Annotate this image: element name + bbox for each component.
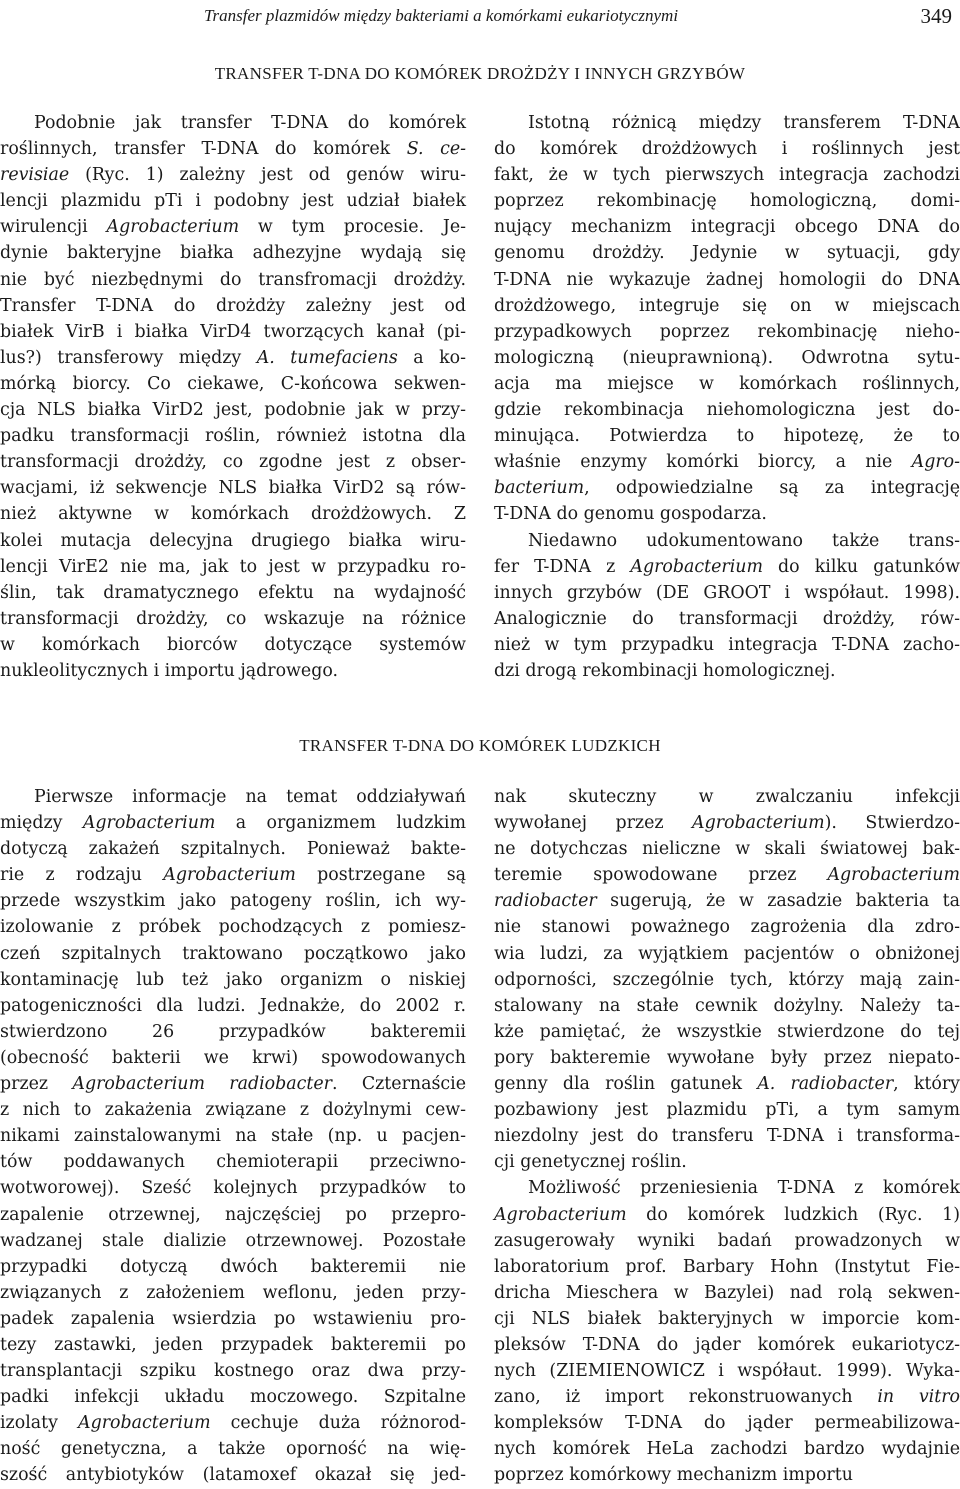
text-line: pozbawiony jest plazmidu pTi, a tym samym	[494, 1100, 960, 1121]
text-line: lencji VirE2 nie ma, jak to jest w przypadku ro-	[0, 556, 466, 577]
text-line: do komórek drożdżowych i roślinnych jest	[494, 139, 960, 160]
page-header	[0, 4, 960, 34]
section-heading-yeast: TRANSFER T-DNA DO KOMÓREK DROŻDŻY I INNYCH GRZYBÓW	[214, 64, 746, 83]
text-line: ślin, tak dramatycznego efektu na wydajność	[0, 582, 466, 603]
text-line: odporności, szczególnie tych, którzy mają zain-	[494, 969, 960, 990]
text-line: Transfer T-DNA do drożdży zależny jest od	[0, 295, 466, 316]
text-line: nie być niezbędnymi do transfromacji drożdży.	[0, 269, 466, 290]
section2-right-column	[494, 784, 960, 1489]
text-line: dynie bakteryjne białka adhezyjne wydają się	[0, 243, 466, 264]
text-line: pleksów T-DNA do jąder komórek eukariotycz-	[494, 1334, 960, 1355]
text-line: T-DNA nie wykazuje żadnej homologii do DNA	[494, 269, 960, 290]
text-line: izolowanie z próbek pochodzących z pomiesz-	[0, 917, 466, 938]
text-line: fakt, że w tych pierwszych integracja zachodzi	[494, 165, 960, 186]
text-line: dotyczą zakażeń szpitalnych. Ponieważ bakte-	[0, 839, 466, 860]
text-line: niezdolny jest do transferu T-DNA i transforma-	[494, 1126, 960, 1147]
text-line: tezy zastawki, jeden przypadek bakteremii po	[0, 1334, 466, 1355]
text-line: lus?) transferowy między A. tumefaciens a ko-	[0, 347, 466, 368]
text-line: Pierwsze informacje na temat oddziaływań	[34, 787, 466, 807]
text-line: bacterium, odpowiedzialne są za integrację	[494, 478, 960, 499]
text-line: revisiae (Ryc. 1) zależny jest od genów wiru-	[0, 165, 466, 186]
text-line: mologiczną (nieuprawnioną). Odwrotna sytu-	[494, 347, 960, 368]
text-line: nujący mechanizm integracji obcego DNA do	[494, 217, 960, 238]
text-line: genomu drożdży. Jedynie w sytuacji, gdy	[494, 243, 960, 264]
text-line: zano, iż import rekonstruowanych in vitro	[494, 1387, 960, 1408]
text-line: białek VirB i białka VirD4 tworzących kanał (pi-	[0, 321, 466, 342]
text-line: nak skuteczny w zwalczaniu infekcji	[494, 787, 960, 807]
text-line: laboratorium prof. Barbary Hohn (Instytut Fie-	[494, 1256, 960, 1277]
text-line: minująca. Potwierdza to hipotezę, że to	[494, 426, 960, 447]
text-line: związanych z założeniem weflonu, jeden przy-	[0, 1282, 466, 1303]
text-line: Agrobacterium do komórek ludzkich (Ryc. 1)	[494, 1204, 960, 1225]
text-line: zasugerowały wyniki badań prowadzonych w	[494, 1230, 960, 1251]
text-line: wia ludzi, za wyjątkiem pacjentów o obniżonej	[494, 943, 960, 964]
text-line: stalowany na stałe cewnik dożylny. Należy ta-	[494, 995, 960, 1016]
text-line: ność genetyczna, a także oporność na wię-	[0, 1439, 466, 1460]
text-line: czeń szpitalnych traktowano początkowo jako	[0, 943, 466, 964]
text-line: transformacji drożdży, co wskazuje na różnice	[0, 608, 466, 629]
page-number: 349	[920, 4, 952, 28]
text-line: Możliwość przeniesienia T-DNA z komórek	[528, 1178, 960, 1199]
text-line: przypadkowych poprzez rekombinację nieho-	[494, 321, 960, 342]
text-line: wotworowej). Sześć kolejnych przypadków to	[0, 1178, 466, 1199]
text-line: Niedawno udokumentowano także trans-	[528, 530, 960, 551]
text-line: rie z rodzaju Agrobacterium postrzegane są	[0, 865, 467, 886]
text-line: padku transformacji roślin, również istotna dla	[0, 426, 466, 447]
text-line: przede wszystkim jako patogeny roślin, ich wy-	[0, 891, 466, 912]
text-line: nież w tym przypadku integracja T-DNA zacho-	[494, 634, 960, 655]
text-line: lencji plazmidu pTi i podobny jest udział białek	[0, 191, 466, 212]
text-line: gdzie rekombinacja niehomologiczna jest do-	[494, 400, 960, 421]
text-line: innych grzybów (DE GROOT i współaut. 1998).	[494, 582, 960, 603]
text-line: dzi drogą rekombinacji homologicznej.	[494, 660, 836, 681]
text-line: kompleksów T-DNA do jąder permeabilizowa-	[494, 1413, 960, 1434]
text-line: między Agrobacterium a organizmem ludzkim	[0, 813, 466, 834]
text-line: poprzez rekombinację homologiczną, domi-	[494, 191, 960, 212]
text-line: tów poddawanych chemioterapii przeciwno-	[0, 1152, 466, 1173]
running-title: Transfer plazmidów między bakteriami a komórkami eukariotycznymi	[204, 6, 679, 25]
text-line: transformacji drożdży, co zgodne jest z obser-	[0, 452, 466, 473]
text-line: właśnie enzymy komórki biorcy, a nie Agro-	[494, 452, 960, 473]
text-line: kontaminację lub też jako organizm o niskiej	[0, 969, 466, 990]
text-line: roślinnych, transfer T-DNA do komórek S. ce-	[0, 139, 466, 160]
text-line: nikami zainstalowanymi na stałe (np. u pacjen-	[0, 1126, 466, 1147]
text-line: padek zapalenia wsierdzia po wstawieniu pro-	[0, 1308, 466, 1329]
text-line: w komórkach biorców dotyczące systemów	[0, 634, 466, 655]
text-line: kże pamiętać, że wszystkie stwierdzone do tej	[494, 1021, 960, 1042]
text-line: radiobacter sugerują, że w zasadzie bakteria ta	[494, 891, 960, 912]
text-line: patogeniczności dla ludzi. Jednakże, do 2002 r.	[0, 995, 466, 1016]
text-line: T-DNA do genomu gospodarza.	[494, 504, 767, 525]
text-line: poprzez komórkowy mechanizm importu	[494, 1465, 853, 1486]
text-line: wacjami, iż sekwencje NLS białka VirD2 są rów-	[0, 478, 466, 499]
text-line: genny dla roślin gatunek A. radiobacter, który	[494, 1074, 960, 1095]
section1-left-column	[0, 110, 466, 684]
text-line: pory bakteremie wywołane były przez niepato-	[494, 1047, 960, 1068]
text-line: drożdżowego, integruje się on w miejscach	[494, 295, 960, 316]
text-line: nukleolitycznych i importu jądrowego.	[0, 660, 339, 681]
text-line: dricha Mieschera w Bazylei) nad rolą sekwen-	[494, 1282, 960, 1303]
text-line: wadzanej stale dializie otrzewnowej. Pozostałe	[0, 1230, 466, 1251]
text-line: stwierdzono 26 przypadków bakteremii	[0, 1021, 466, 1042]
text-line: Podobnie jak transfer T-DNA do komórek	[34, 113, 466, 133]
text-line: nych (ZIEMIENOWICZ i współaut. 1999). Wyka-	[494, 1361, 960, 1382]
text-line: (obecność bakterii we krwi) spowodowanych	[0, 1047, 466, 1068]
text-line: fer T-DNA z Agrobacterium do kilku gatunków	[494, 556, 960, 577]
text-line: padki infekcji układu moczowego. Szpitalne	[0, 1387, 466, 1408]
text-line: cja NLS białka VirD2 jest, podobnie jak w przy-	[0, 400, 466, 421]
text-line: ne dotychczas nieliczne w skali światowej bak-	[494, 839, 960, 860]
text-line: acja ma miejsce w komórkach roślinnych,	[494, 373, 960, 394]
section1-right-column	[494, 110, 960, 684]
text-line: wirulencji Agrobacterium w tym procesie. Je-	[0, 217, 466, 238]
text-line: transplantacji szpiku kostnego oraz dwa przy-	[0, 1361, 466, 1382]
text-line: cji NLS białek bakteryjnych w imporcie kom-	[494, 1308, 960, 1329]
text-line: kolei mutacja delecyjna drugiego białka wiru-	[0, 530, 466, 551]
section2-left-column	[0, 784, 466, 1489]
text-line: Analogicznie do transformacji drożdży, rów-	[494, 608, 960, 629]
text-line: z nich to zakażenia związane z dożylnymi cew-	[0, 1100, 466, 1121]
text-line: zapalenie otrzewnej, najczęściej po przepro-	[0, 1204, 466, 1225]
text-line: Istotną różnicą między transferem T-DNA	[528, 113, 960, 133]
text-line: nie stanowi poważnego zagrożenia dla zdro-	[494, 917, 960, 938]
text-line: nych komórek HeLa zachodzi bardzo wydajnie	[494, 1439, 960, 1460]
text-line: izolaty Agrobacterium cechuje duża różnorod-	[0, 1413, 466, 1434]
text-line: cji genetycznej roślin.	[494, 1152, 687, 1173]
text-line: szość antybiotyków (latamoxef okazał się jed-	[0, 1465, 466, 1486]
text-line: przypadki dotyczą dwóch bakteremii nie	[0, 1256, 466, 1277]
text-line: wywołanej przez Agrobacterium). Stwierdzo-	[494, 813, 960, 834]
text-line: teremie spowodowane przez Agrobacterium	[494, 865, 960, 886]
text-line: nież aktywne w komórkach drożdżowych. Z	[0, 504, 466, 525]
section-heading-human: TRANSFER T-DNA DO KOMÓREK LUDZKICH	[299, 736, 661, 755]
text-line: mórką biorcy. Co ciekawe, C-końcowa sekwen-	[0, 373, 466, 394]
text-line: przez Agrobacterium radiobacter. Czternaście	[0, 1074, 466, 1095]
